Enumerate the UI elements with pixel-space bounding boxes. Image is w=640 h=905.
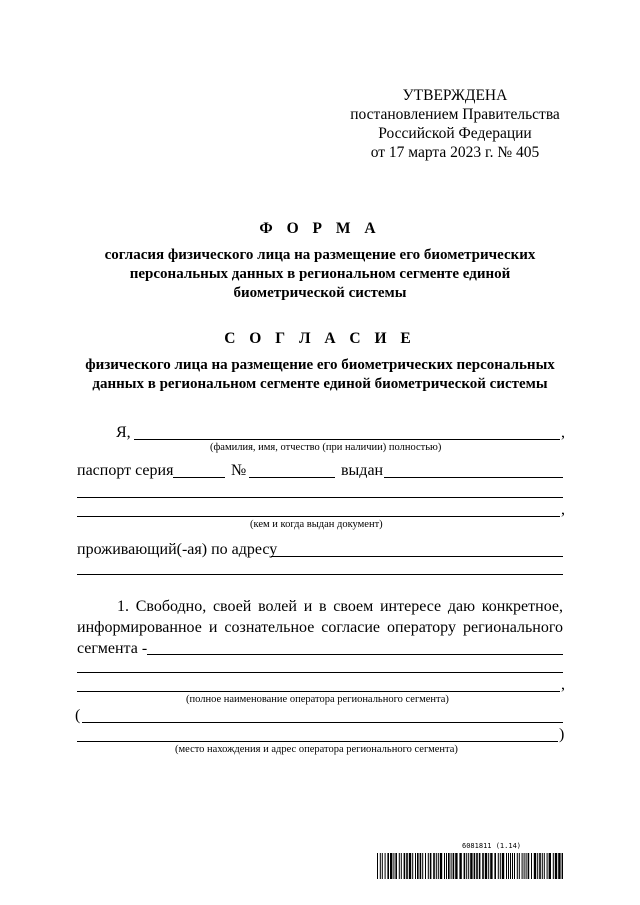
- fio-hint: (фамилия, имя, отчество (при наличии) полностью): [210, 442, 442, 453]
- location-close-paren: ): [559, 726, 565, 743]
- passport-series-label: паспорт серия: [77, 462, 174, 479]
- form-title: Ф О Р М А: [259, 220, 381, 237]
- address-label: проживающий(-ая) по адресу: [77, 541, 278, 558]
- location-open-paren: (: [75, 707, 81, 724]
- barcode-number: 6081811 (1.14): [462, 842, 522, 850]
- approval-heading: УТВЕРЖДЕНА: [402, 87, 508, 104]
- address-field[interactable]: [271, 556, 563, 557]
- form-subtitle-line-1: согласия физического лица на размещение его биометрических: [104, 247, 536, 263]
- issued-hint: (кем и когда выдан документ): [250, 519, 383, 530]
- approval-block: [340, 86, 570, 162]
- issued-field[interactable]: [384, 477, 563, 478]
- issued-field-line-3[interactable]: [77, 516, 560, 517]
- barcode-image: [377, 853, 563, 879]
- operator-field[interactable]: [147, 654, 563, 655]
- form-subtitle-line-2: персональных данных в региональном сегменте единой: [129, 266, 511, 282]
- address-field-line-2[interactable]: [77, 574, 563, 575]
- operator-field-line-3[interactable]: [77, 691, 560, 692]
- operator-hint: (полное наименование оператора регионального сегмента): [186, 694, 449, 705]
- paragraph-1-line-1: [117, 598, 563, 616]
- location-field[interactable]: [82, 722, 563, 723]
- consent-subtitle-line-2: данных в региональном сегменте единой биометрической системы: [92, 376, 548, 392]
- paragraph-1-line-2-text: информированное и сознательное согласие оператору регионального: [77, 619, 563, 636]
- approval-line-1: постановлением Правительства: [350, 106, 560, 123]
- consent-subtitle: [60, 356, 580, 394]
- operator-comma: ,: [561, 676, 565, 693]
- location-hint: (место нахождения и адрес оператора регионального сегмента): [175, 744, 458, 755]
- form-subtitle-line-3: биометрической системы: [233, 285, 407, 301]
- consent-title: С О Г Л А С И Е: [224, 330, 416, 347]
- paragraph-1-line-2: [77, 619, 563, 637]
- issued-field-line-2[interactable]: [77, 497, 563, 498]
- approval-line-3: от 17 марта 2023 г. № 405: [370, 144, 540, 161]
- form-subtitle: [60, 246, 580, 303]
- operator-field-line-2[interactable]: [77, 672, 563, 673]
- location-field-line-2[interactable]: [77, 741, 558, 742]
- fio-comma: ,: [561, 424, 565, 441]
- paragraph-1-line-3: сегмента -: [77, 640, 148, 657]
- issued-comma: ,: [561, 501, 565, 518]
- approval-line-2: Российской Федерации: [378, 125, 532, 142]
- passport-series-field[interactable]: [173, 477, 225, 478]
- paragraph-1-line-1-text: 1. Свободно, своей волей и в своем интересе даю конкретное,: [117, 598, 563, 615]
- passport-number-label: №: [231, 462, 247, 479]
- passport-number-field[interactable]: [249, 477, 335, 478]
- i-label: Я,: [116, 424, 131, 441]
- consent-subtitle-line-1: физического лица на размещение его биометрических персональных: [85, 357, 555, 373]
- fio-field[interactable]: [134, 439, 560, 440]
- issued-label: выдан: [341, 462, 384, 479]
